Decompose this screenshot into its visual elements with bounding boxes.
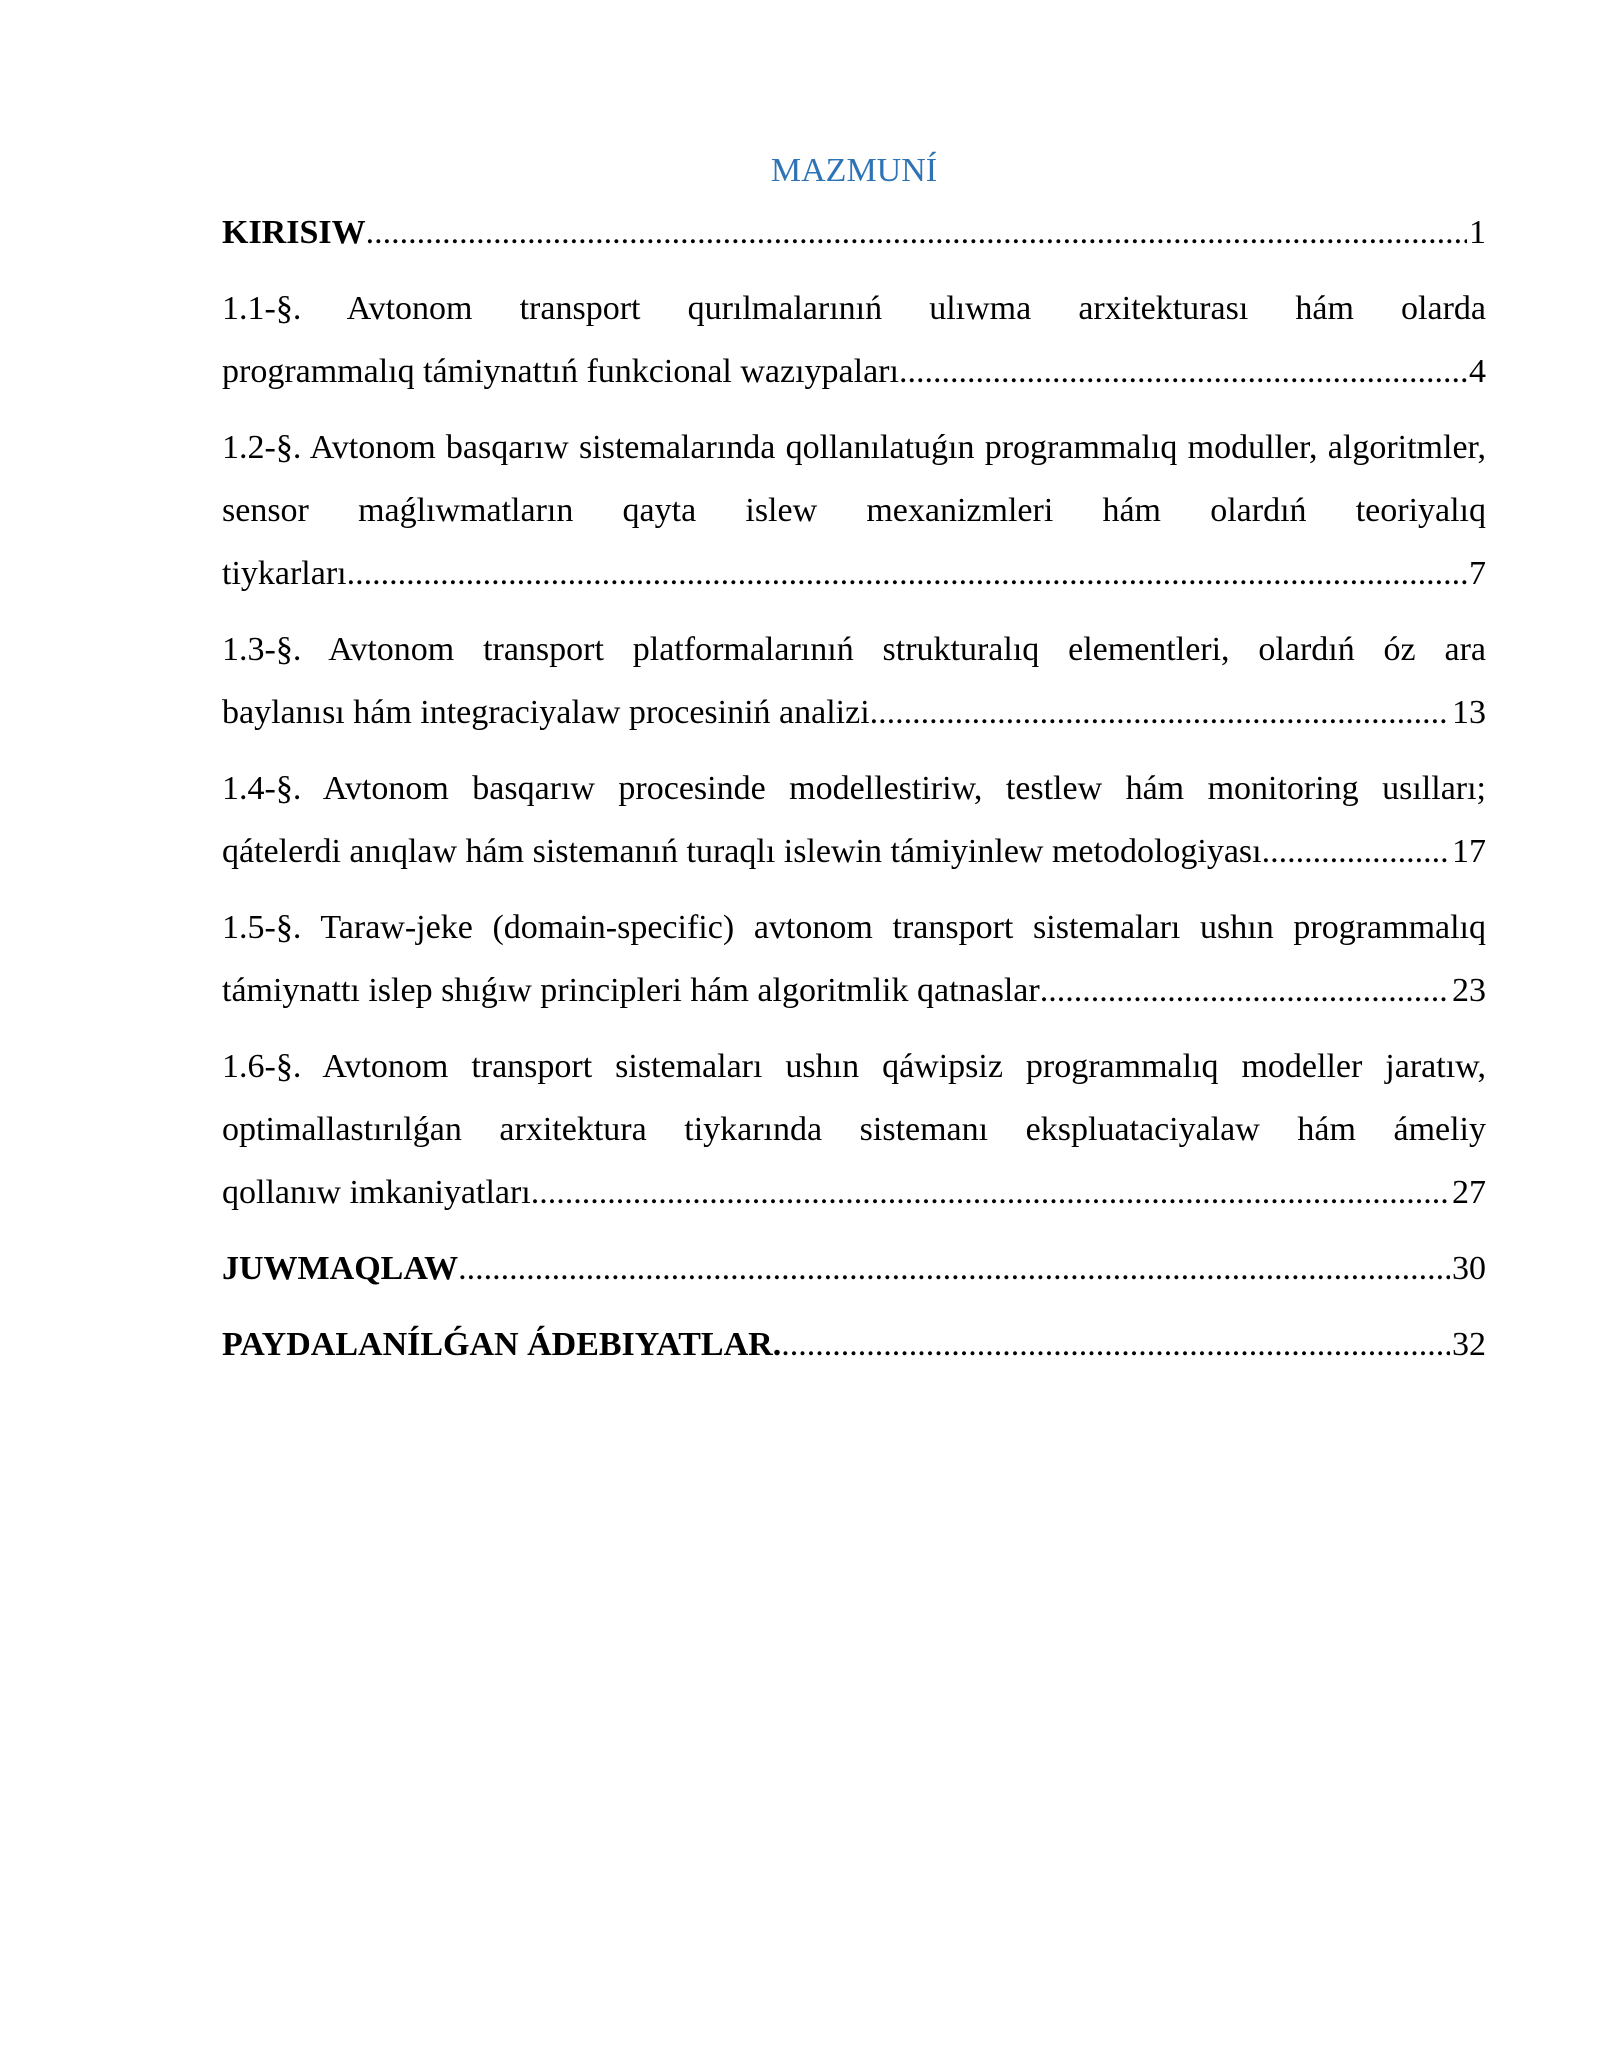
dot-leader bbox=[1040, 959, 1450, 1022]
toc-entry-text: qollanıw imkaniyatları. bbox=[222, 1174, 540, 1211]
toc-entry-text: 1.3-§. Avtonom transport platformalarınıń strukturalıq elementleri, olardıń óz ara bbox=[222, 631, 1486, 668]
dot-leader bbox=[458, 1237, 1450, 1300]
toc-entry[interactable] bbox=[222, 618, 1486, 744]
dot-leader bbox=[781, 1313, 1450, 1376]
toc-page-number: 30 bbox=[1452, 1250, 1486, 1287]
toc-entry-text: 1.6-§. Avtonom transport sistemaları ushın qáwipsiz programmalıq modeller jaratıw, optimallastırılǵan arxitektura tiykarında sistemanı ekspluataciyalaw hám ámeliy bbox=[222, 1048, 1486, 1148]
toc-entry[interactable] bbox=[222, 757, 1486, 883]
dot-leader bbox=[907, 340, 1467, 403]
toc-page-number: 7 bbox=[1469, 555, 1486, 592]
dot-leader bbox=[539, 1161, 1450, 1224]
toc-entry[interactable] bbox=[222, 1035, 1486, 1224]
toc-page-number: 1 bbox=[1469, 214, 1486, 251]
toc-entry[interactable] bbox=[222, 1313, 1486, 1376]
toc-page-number: 27 bbox=[1452, 1174, 1486, 1211]
toc-entry-text: programmalıq támiynattıń funkcional wazıypaları. bbox=[222, 353, 908, 390]
dot-leader bbox=[1270, 820, 1450, 883]
toc-page-number: 4 bbox=[1469, 353, 1486, 390]
toc-entry-text: 1.2-§. Avtonom basqarıw sistemalarında qollanılatuǵın programmalıq moduller, algoritmler, sensor maǵlıwmatların qayta islew mexanizmleri hám olardıń teoriyalıq bbox=[222, 429, 1486, 529]
toc-entry-text: 1.1-§. Avtonom transport qurılmalarınıń ulıwma arxitekturası hám olarda bbox=[222, 290, 1486, 327]
toc-page-number: 17 bbox=[1452, 833, 1486, 870]
toc-page-number: 23 bbox=[1452, 972, 1486, 1009]
toc-entry[interactable] bbox=[222, 1237, 1486, 1300]
toc-entry[interactable] bbox=[222, 201, 1486, 264]
toc-entry-text: 1.4-§. Avtonom basqarıw procesinde modellestiriw, testlew hám monitoring usılları; bbox=[222, 770, 1486, 807]
toc-entry-text: qátelerdi anıqlaw hám sistemanıń turaqlı islewin támiyinlew metodologiyası. bbox=[222, 833, 1271, 870]
toc-entry-text: KIRISIW bbox=[222, 214, 366, 251]
toc-entry[interactable] bbox=[222, 896, 1486, 1022]
toc-page-number: 13 bbox=[1452, 694, 1486, 731]
toc-entry[interactable] bbox=[222, 416, 1486, 605]
toc-list bbox=[222, 201, 1486, 1376]
dot-leader bbox=[878, 681, 1450, 744]
toc-entry-text: JUWMAQLAW bbox=[222, 1250, 459, 1287]
toc-entry-text: PAYDALANÍLǴAN ÁDEBIYATLAR. bbox=[222, 1326, 782, 1363]
toc-entry-text: baylanısı hám integraciyalaw procesiniń analizi. bbox=[222, 694, 879, 731]
toc-entry-text: 1.5-§. Taraw-jeke (domain-specific) avtonom transport sistemaları ushın programmalıq bbox=[222, 909, 1486, 946]
table-of-contents bbox=[222, 143, 1486, 1376]
dot-leader bbox=[355, 542, 1467, 605]
toc-page-number: 32 bbox=[1452, 1326, 1486, 1363]
toc-entry-text: támiynattı islep shıǵıw principleri hám algoritmlik qatnaslar bbox=[222, 972, 1040, 1009]
toc-entry-text: tiykarları. bbox=[222, 555, 356, 592]
dot-leader bbox=[366, 201, 1467, 264]
toc-title: MAZMUNÍ bbox=[770, 152, 938, 189]
toc-entry[interactable] bbox=[222, 277, 1486, 403]
